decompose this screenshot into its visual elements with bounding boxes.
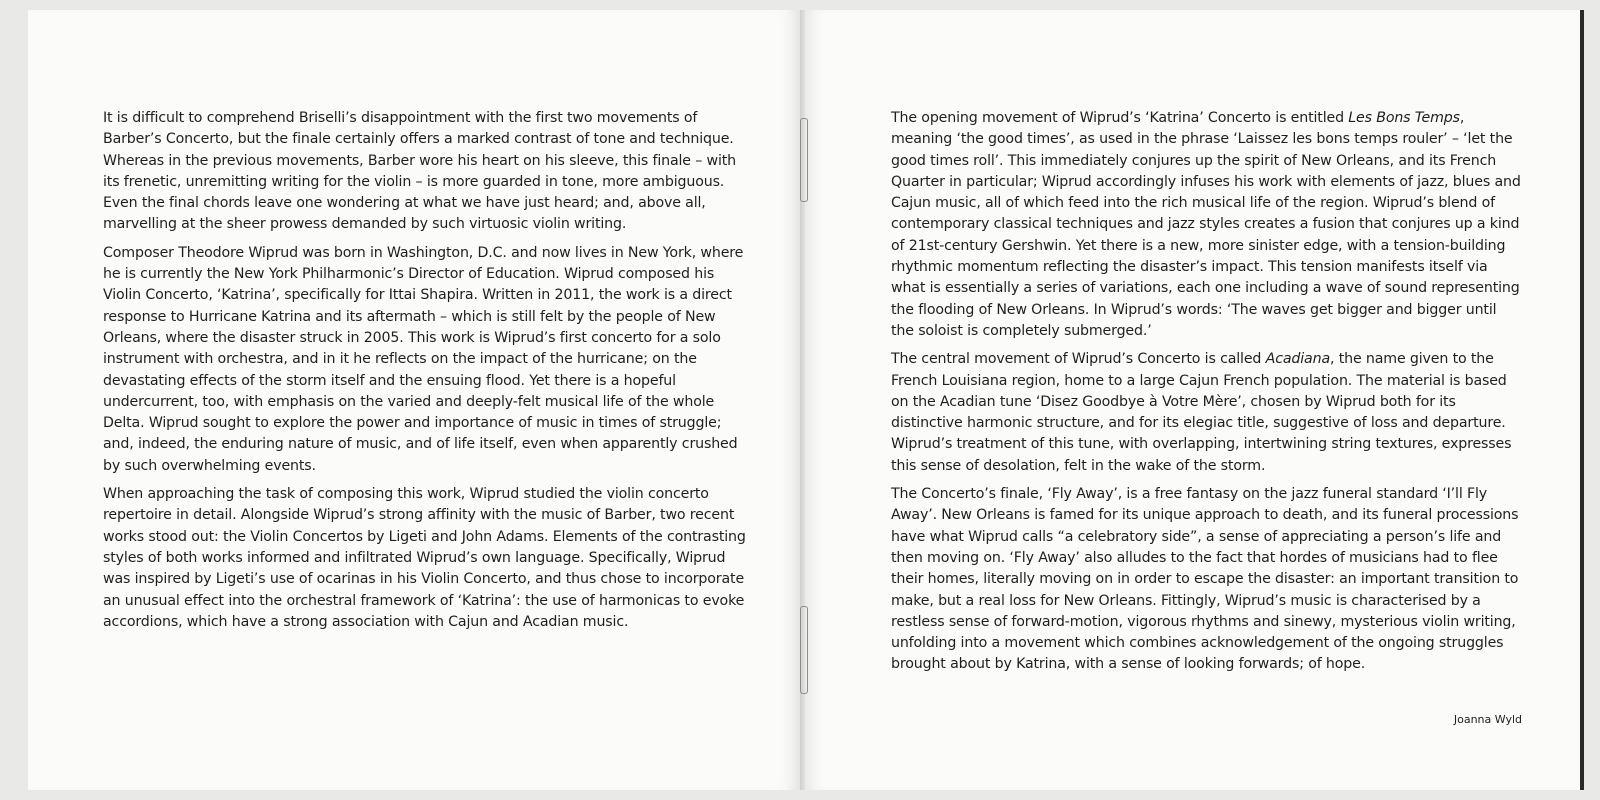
left-paragraph-3: When approaching the task of composing this work, Wiprud studied the violin concerto repertoire in detail. Alongside Wiprud’s strong affinity with the music of Barber, two recent works stood out: the Violin Concertos by Ligeti and John Adams. Elements of the contrasting styles of both works informed and infiltrated Wiprud’s own language. Specifically, Wiprud was inspired by Ligeti’s use of ocarinas in his Violin Concerto, and thus chose to incorporate an unusual effect into the orchestral framework of ‘Katrina’: the use of harmonicas to evoke accordions, which have a strong association with Cajun and Acadian music. (103, 486, 746, 630)
left-page-text (103, 108, 755, 640)
p2-text-after: , the name given to the French Louisiana region, home to a large Cajun French population. The material is based on the Acadian tune ‘Disez Goodbye à Votre Mère’, chosen by Wiprud both for its distinctive harmonic structure, and for its elegiac title, suggestive of loss and departure. Wiprud’s treatment of this tune, with overlapping, intertwining string textures, expresses this sense of desolation, felt in the wake of the storm. (891, 351, 1512, 474)
p1-text-before: The opening movement of Wiprud’s ‘Katrina’ Concerto is entitled (891, 110, 1349, 126)
right-paragraph-2 (891, 349, 1521, 477)
p1-text-after: , meaning ‘the good times’, as used in the phrase ‘Laissez les bons temps rouler’ – ‘let the good times roll’. This immediately conjures up the spirit of New Orleans, and its French Quarter in particular; Wiprud accordingly infuses his work with elements of jazz, blues and Cajun music, all of which feed into the rich musical life of the region. Wiprud’s blend of contemporary classical techniques and jazz styles creates a fusion that conjures up a kind of 21st-century Gershwin. Yet there is a new, more sinister edge, with a tension-building rhythmic momentum reflecting the disaster’s impact. This tension manifests itself via what is essentially a series of variations, each one including a wave of sound representing the flooding of New Orleans. In Wiprud’s words: ‘The waves get bigger and bigger until the soloist is completely submerged.’ (891, 110, 1521, 339)
author-signature: Joanna Wyld (1453, 713, 1522, 726)
movement-title-les-bons-temps: Les Bons Temps (1348, 110, 1460, 126)
right-paragraph-3: The Concerto’s finale, ‘Fly Away’, is a free fantasy on the jazz funeral standard ‘I’ll Fly Away’. New Orleans is famed for its unique approach to death, and its funeral processions have what Wiprud calls “a celebratory side”, a sense of appreciating a person’s life and then moving on. ‘Fly Away’ also alludes to the fact that hordes of musicians had to flee their homes, literally moving on in order to escape the disaster: an important transition to make, but a real loss for New Orleans. Fittingly, Wiprud’s music is characterised by a restless sense of forward-motion, vigorous rhythms and sinewy, mysterious violin writing, unfolding into a movement which combines acknowledgement of the ongoing struggles brought about by Katrina, with a sense of looking forwards; of hope. (891, 486, 1519, 673)
staple-top (800, 118, 808, 202)
movement-title-acadiana: Acadiana (1265, 351, 1330, 368)
right-paragraph-1 (891, 108, 1521, 342)
page-edge (1580, 10, 1584, 790)
staple-bottom (800, 606, 808, 694)
p2-text-before: The central movement of Wiprud’s Concerto is called (891, 351, 1266, 368)
left-paragraph-2: Composer Theodore Wiprud was born in Washington, D.C. and now lives in New York, where he is currently the New York Philharmonic’s Director of Education. Wiprud composed his Violin Concerto, ‘Katrina’, specifically for Ittai Shapira. Written in 2011, the work is a direct response to Hurricane Katrina and its aftermath – which is still felt by the people of New Orleans, where the disaster struck in 2005. This work is Wiprud’s first concerto for a solo instrument with orchestra, and in it he reflects on the impact of the hurricane; on the devastating effects of the storm itself and the ensuing flood. Yet there is a hopeful undercurrent, too, with emphasis on the varied and deeply-felt musical life of the whole Delta. Wiprud sought to explore the power and importance of music in times of struggle; and, indeed, the enduring nature of music, and of life itself, even when apparently crushed by such overwhelming events. (103, 244, 744, 474)
right-page-text (891, 108, 1521, 683)
left-paragraph-1: It is difficult to comprehend Briselli’s disappointment with the first two movements of Barber’s Concerto, but the finale certainly offers a marked contrast of tone and technique. Whereas in the previous movements, Barber wore his heart on his sleeve, this finale – with its frenetic, unremitting writing for the violin – is more guarded in tone, more ambiguous. Even the final chords leave one wondering at what we have just heard; and, above all, marvelling at the sheer prowess demanded by such virtuosic violin writing. (103, 110, 737, 233)
